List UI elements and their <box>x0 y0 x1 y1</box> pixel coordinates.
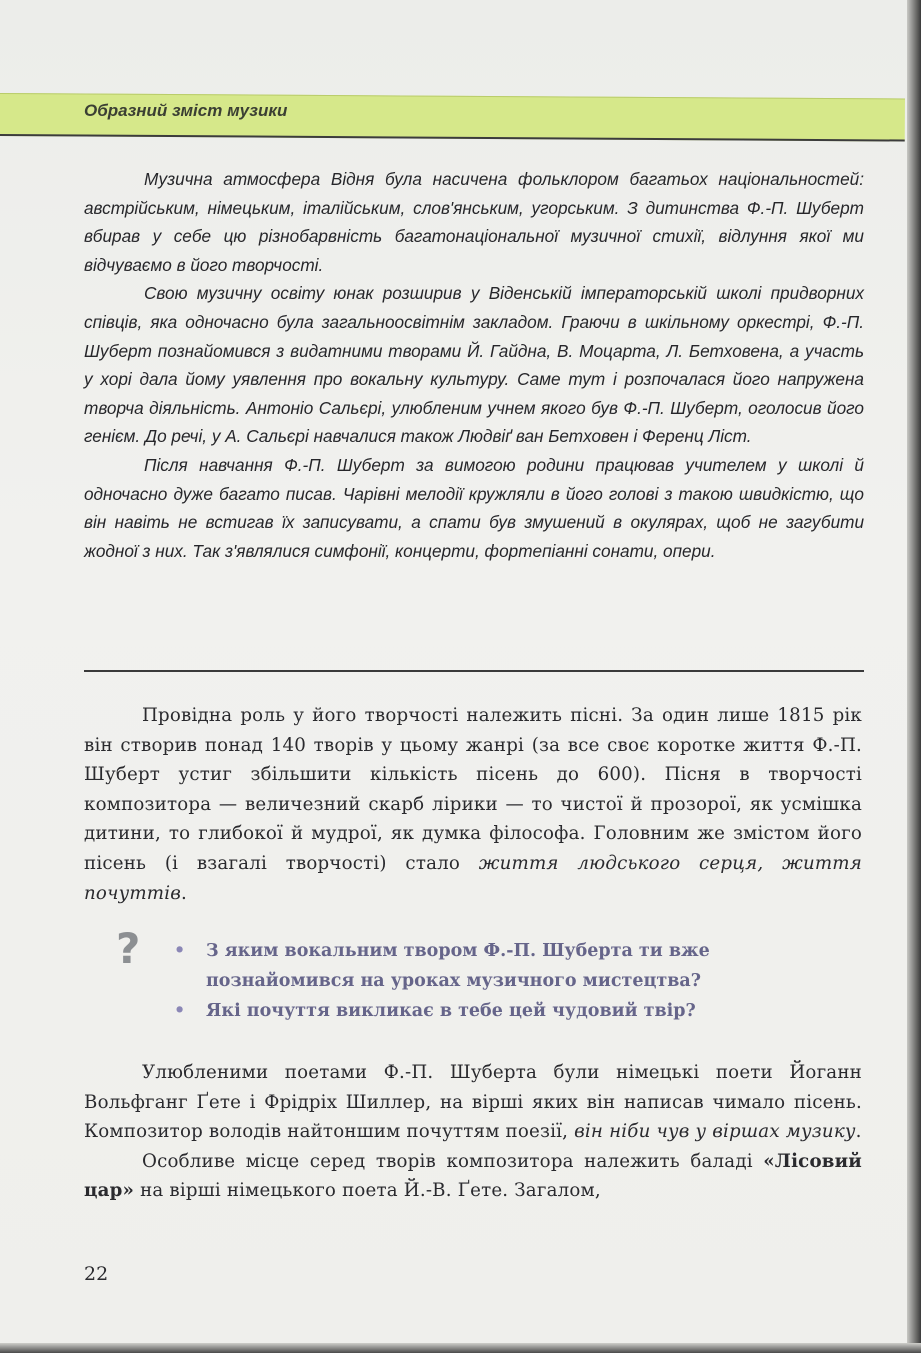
sidebar-biography-text <box>84 165 864 565</box>
sidebar-paragraph: Після навчання Ф.-П. Шуберт за вимогою родини працював учителем у школі й одночасно дуже багато писав. Чарівні мелодії кружляли в його голові з такою швидкістю, що він навіть не встигав їх записувати, а спати був змушений в окулярах, щоб не загубити жодної з них. Так з'являлися симфонії, концерти, фортепіанні сонати, опери. <box>84 454 864 561</box>
body-paragraph-poets <box>84 1058 862 1206</box>
ballad-title: «Лісовий цар» <box>84 1150 862 1202</box>
paragraph <box>84 701 862 908</box>
sidebar-paragraph: Музична атмосфера Відня була насичена фольклором багатьох національностей: австрійським, німецьким, італійським, слов'янським, угорським. З дитинства Ф.-П. Шуберт вбирав у себе цю різнобарвність багатонаціональної музичної стихії, відлуння якої ми відчуваємо в його творчості. <box>84 169 864 275</box>
question-mark-icon: ? <box>116 924 141 973</box>
section-title: Образний зміст музики <box>84 101 288 120</box>
body-paragraph-songs <box>84 701 862 908</box>
paragraph <box>84 1058 862 1147</box>
page-number: 22 <box>84 1263 109 1285</box>
page-edge-shadow <box>907 0 921 1353</box>
question-text: Які почуття викликає в тебе цей чудовий твір? <box>206 1001 696 1021</box>
questions-list <box>170 936 830 1026</box>
bullet-icon: • <box>174 1001 186 1021</box>
sidebar-bottom-rule <box>84 670 864 672</box>
question-item <box>170 936 830 996</box>
sidebar-paragraph: Свою музичну освіту юнак розширив у Віденській імператорській школі придворних співців, яка одночасно була загальноосвітнім закладом. Граючи в шкільному оркестрі, Ф.-П. Шуберт познайомився з видатними творами Й. Гайдна, В. Моцарта, Л. Бетховена, а участь у хорі дала йому уявлення про вокальну культуру. Саме тут і розпочалася його напружена творча діяльність. Антоніо Сальєрі, улюбленим учнем якого був Ф.-П. Шуберт, оголосив його генієм. До речі, у А. Сальєрі навчалися також Людвіґ ван Бетховен і Ференц Ліст. <box>84 283 864 447</box>
bullet-icon: • <box>174 941 186 961</box>
emphasis-text: життя людського серця, життя почуттів <box>84 852 862 904</box>
paragraph <box>84 1147 862 1206</box>
paragraph-end: . <box>181 882 188 904</box>
emphasis-text: він ніби чув у віршах музику <box>574 1121 856 1143</box>
page-edge-shadow <box>0 1343 921 1353</box>
paragraph-text: Особливе місце серед творів композитора належить баладі <box>142 1150 764 1172</box>
paragraph-end: . <box>855 1121 862 1143</box>
question-text: З яким вокальним твором Ф.-П. Шуберта ти вже познайомився на уроках музичного мистецтва? <box>206 941 710 991</box>
paragraph-text: Провідна роль у його творчості належить пісні. За один лише 1815 рік він створив понад 140 творів у цьому жанрі (за все своє коротке життя Ф.-П. Шуберт устиг збільшити кількість пісень до 600). Пісня в творчості композитора — величезний скарб лірики — то чистої й прозорої, як усмішка дитини, то глибокої й мудрої, як думка філософа. Головним же змістом його пісень (і взагалі творчості) стало <box>84 705 862 874</box>
paragraph-text: на вірші німецького поета Й.-В. Ґете. Загалом, <box>134 1180 601 1202</box>
question-item <box>170 996 830 1026</box>
paragraph-text: Улюбленими поетами Ф.-П. Шуберта були німецькі поети Йоганн Вольфганг Ґете і Фрідріх Шиллер, на вірші яких він написав чимало пісень. Композитор володів найтоншим почуттям поезії, <box>84 1062 862 1143</box>
